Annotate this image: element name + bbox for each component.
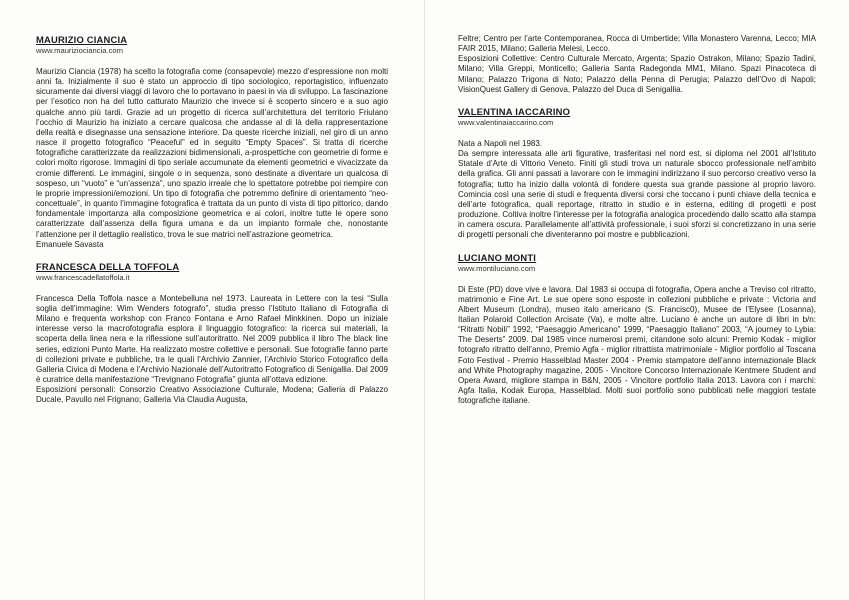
bio-valentina-iaccarino (458, 106, 816, 241)
artist-name: MAURIZIO CIANCIA (36, 34, 128, 45)
artist-website: www.mauriziociancia.com (36, 46, 123, 55)
left-page (0, 0, 424, 600)
bio-maurizio-ciancia (36, 34, 388, 250)
right-page (425, 0, 849, 600)
bio-text: Maurizio Ciancia (1978) ha scelto la fotografia come (consapevole) mezzo d’espressione non molti anni fa. Inizialmente il suo è stato un approccio di tipo sociologico, reportagistico, influenzato sicuramente dai diversi viaggi di lavoro che lo portavano in paesi in via di sviluppo. La fascinazione per l’esotico non ha del tutto catturato Maurizio che invece si è scoperto sincero e a suo agio qualche anno più tardi. Grazie ad un progetto di ricerca sull’architettura del territorio Friulano l’occhio di Maurizio ha iniziato a cercare qualcosa che andasse al di là della rappresentazione della realtà e disegnasse una sensazione interiore. Da queste ricerche iniziali, nel giro di un anno nasce il progetto fotografico “Peaceful” ed in seguito “Empty Spaces”. Si tratta di ricerche fotografiche caratterizzate da realizzazioni bidimensionali, a-prospettiche con geometrie di forme e colori molto rigorose. Immagini di tipo seriale accumunate da elementi geometrici e vivacizzate da cromie differenti. Le immagini, singole o in sequenza, sono destinate a diventare un qualcosa di sospeso, un “vuoto” e “un’assenza”, uno spazio irreale che lo spettatore potrebbe poi riempire con le proprie impressioni/emozioni. Un tipo di fotografia che potremmo definire di orientamento “neo-concettuale”, in quanto l’immagine fotografica è trattata da un punto di vista di tipo pittorico, dando fondamentale importanza alla composizione geometrica e ai colori, inoltre tutte le opere sono caratterizzate dall’assenza della figura umana e da un impianto formale che, nonostante l’attenzione per il dettaglio realistico, trova le sue matrici nell’astrazione geometrica. (36, 67, 388, 239)
bio-francesca-della-toffola (36, 261, 388, 406)
spacer (36, 250, 388, 261)
bio-luciano-monti (458, 252, 816, 407)
artist-name: FRANCESCA DELLA TOFFOLA (36, 260, 180, 272)
spacer (458, 241, 816, 252)
right-column (458, 34, 816, 406)
bio-author: Emanuele Savasta (36, 239, 104, 249)
bio-text: Da sempre interessata alle arti figurative, trasferitasi nel nord est, si diploma nel 2001 all’Istituto Statale d’Arte di Vittorio Veneto. Finiti gli studi trova un naturale sbocco professionale nell’ambito della grafica. Gli anni passati a lavorare con le immagini indirizzano il suo percorso creativo verso la fotografia; tutto ha inizio dalla volontà di fondere questa sua grande passione al proprio lavoro. Comincia così una serie di studi e frequenta diversi corsi che toccano i punti chiave della tecnica e dell’arte fotografica, quali reportage, ritratto in studio e in esterna, editing di progetti e post produzione. Coltiva inoltre l’interesse per la fotografia analogica procedendo dallo scatto alla stampa in camera oscura. Parallelamente all’attività professionale, i suoi sforzi si concretizzano in una serie di progetti personali che diventeranno poi mostre e pubblicazioni. (458, 149, 816, 240)
bio-text: Francesca Della Toffola nasce a Montebelluna nel 1973. Laureata in Lettere con la tesi “Sulla soglia dell’immagine: Wim Wenders fotografo”, studia presso l’Istituto Italiano di Fotografia di Milano e frequenta workshop con Franco Fontana e Arno Rafael Minkkinen. Dopo un iniziale interesse verso la macrofotografia esplora il linguaggio fotografico: la ricerca sui materiali, la scoperta della linea nera e la riflessione sull’autoritratto. Nel 2009 pubblica il libro The black line series, edizioni Punto Marte. Ha realizzato mostre collettive e personali. Sue fotografie fanno parte di collezioni private e pubbliche, tra le quali l’Archivio Zannier, l’Archivio Storico Fotografico della Galleria Civica di Modena e l’Archivio Nazionale dell’Autoritratto Fotografico di Senigallia. Dal 2009 è curatrice della manifestazione “Trevignano Fotografia” giunta all’ottava edizione. (36, 293, 388, 385)
artist-name: LUCIANO MONTI (458, 251, 537, 263)
artist-website: www.francescadellatoffola.it (36, 272, 130, 282)
artist-website: www.montiluciano.com (458, 263, 536, 273)
bio-born: Nata a Napoli nel 1983. (458, 138, 543, 148)
left-column (36, 34, 388, 406)
artist-website: www.valentinaiaccarino.com (458, 117, 554, 127)
bio-exhibitions: Esposizioni personali: Consorzio Creativo Associazione Culturale, Modena; Galleria di Palazzo Ducale, Pavullo nel Frignano; Galleria Via Claudia Augusta, (36, 385, 388, 405)
spacer (458, 95, 816, 106)
exhibitions-continuation: Feltre; Centro per l’arte Contemporanea, Rocca di Umbertide; Villa Monastero Varenna, Lecco; MIA FAIR 2015, Milano; Galleria Melesi, Lecco. (458, 34, 816, 54)
artist-name: VALENTINA IACCARINO (458, 105, 571, 117)
bio-text: Di Este (PD) dove vive e lavora. Dal 1983 si occupa di fotografia, Opera anche a Treviso col ritratto, matrimonio e Fine Art. Le sue opere sono esposte in collezioni pubbliche e private : Victoria and Albert Museum (Londra), museo italo americano (S. Francisc0), Musee de l’Elysee (Losanna), Italian Polaroid Collection Arcisate (Va), e molte altre. Luciano è anche un autore di libri in b/n: “Ritratti Nobili” 1992, “Paesaggio Americano” 1999, “Paesaggio Italiano” 2003, “A journey to Lybia: The Deserts” 2009. Dal 1985 vince numerosi premi, citandone solo alcuni: Premio Kodak - miglior fotografo ritratto dell’anno, Premio Agfa - miglior ritrattista matrimoniale - Miglior portfolio al Toscana Foto Festival - Premio Hasselblad Master 2004 - Premio stampatore dell’anno internazionale Black and White Photography magazine, 2005 - Vincitore Concorso Internazionale Kentmere Student and Opera Award, migliore stampa in B&N, 2005 - Vincitore portfolio Italia 2013. Lavora con i marchi: Agfa Italia, Kodak Europa, Hasselblad. Molti suoi portfolio sono pubblicati nelle maggiori testate fotografiche italiane. (458, 284, 816, 406)
group-exhibitions: Esposizioni Collettive: Centro Culturale Mercato, Argenta; Spazio Ostrakon, Milano; Spazio Tadini, Milano; Villa Greppi, Monticello; Galleria Santa Radegonda MM1, Milano. Spazi Pinacoteca di Milano; Palazzo Trigona di Noto; Palazzo della Penna di Perugia; Palazzo dell’Ovo di Napoli; VisionQuest Gallery di Genova, Palazzo del Duca di Senigallia. (458, 54, 816, 94)
